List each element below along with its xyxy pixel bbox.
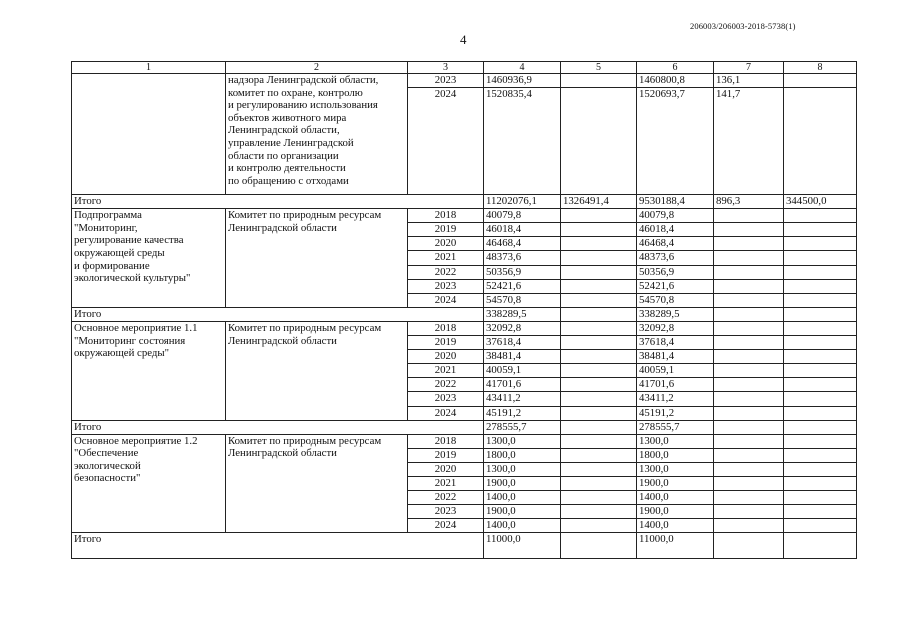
regional-cell: 278555,7: [637, 420, 714, 434]
total-cell: 45191,2: [484, 406, 561, 420]
local-cell: [714, 251, 784, 265]
table-row: [72, 209, 857, 223]
year-cell: 2022: [408, 265, 484, 279]
other-cell: [784, 251, 857, 265]
other-cell: [784, 420, 857, 434]
program-name-cell: [72, 209, 226, 308]
total-cell: 41701,6: [484, 378, 561, 392]
local-cell: [714, 293, 784, 307]
other-cell: [784, 279, 857, 293]
column-header: 4: [484, 62, 561, 74]
program-name-cell: [72, 434, 226, 533]
regional-cell: 1900,0: [637, 505, 714, 519]
federal-cell: [561, 476, 637, 490]
federal-cell: [561, 364, 637, 378]
local-cell: [714, 448, 784, 462]
column-header: 7: [714, 62, 784, 74]
federal-cell: [561, 209, 637, 223]
local-cell: [714, 406, 784, 420]
total-cell: 54570,8: [484, 293, 561, 307]
executor-text: Комитет по природным ресурсам Ленинградской области: [228, 209, 382, 234]
total-cell: 1400,0: [484, 491, 561, 505]
local-cell: [714, 491, 784, 505]
column-number-row: [72, 62, 857, 74]
program-name-cell: [72, 321, 226, 420]
total-cell: 1300,0: [484, 434, 561, 448]
other-cell: 344500,0: [784, 195, 857, 209]
regional-cell: 1400,0: [637, 519, 714, 533]
total-cell: 278555,7: [484, 420, 561, 434]
local-cell: [714, 420, 784, 434]
local-cell: [714, 350, 784, 364]
regional-cell: 46468,4: [637, 237, 714, 251]
federal-cell: [561, 420, 637, 434]
page-number: 4: [460, 32, 467, 47]
total-label: Итого: [72, 420, 484, 434]
year-cell: 2019: [408, 223, 484, 237]
federal-cell: [561, 378, 637, 392]
year-cell: 2024: [408, 406, 484, 420]
total-cell: 1900,0: [484, 505, 561, 519]
local-cell: [714, 505, 784, 519]
total-cell: 1900,0: [484, 476, 561, 490]
total-cell: 11202076,1: [484, 195, 561, 209]
other-cell: [784, 223, 857, 237]
year-cell: 2019: [408, 336, 484, 350]
other-cell: [784, 533, 857, 559]
regional-cell: 1400,0: [637, 491, 714, 505]
local-cell: 896,3: [714, 195, 784, 209]
executor-text: Комитет по природным ресурсам Ленинградской области: [228, 434, 382, 460]
local-cell: 136,1: [714, 74, 784, 88]
federal-cell: [561, 223, 637, 237]
other-cell: [784, 448, 857, 462]
local-cell: [714, 336, 784, 350]
other-cell: [784, 336, 857, 350]
local-cell: [714, 265, 784, 279]
federal-cell: [561, 519, 637, 533]
local-cell: [714, 364, 784, 378]
column-header: 8: [784, 62, 857, 74]
regional-cell: 37618,4: [637, 336, 714, 350]
other-cell: [784, 307, 857, 321]
regional-cell: 11000,0: [637, 533, 714, 559]
local-cell: [714, 223, 784, 237]
total-cell: 1520835,4: [484, 88, 561, 195]
federal-cell: [561, 293, 637, 307]
regional-cell: 46018,4: [637, 223, 714, 237]
year-cell: 2020: [408, 350, 484, 364]
regional-cell: 40079,8: [637, 209, 714, 223]
total-row: [72, 533, 857, 559]
regional-cell: 54570,8: [637, 293, 714, 307]
other-cell: [784, 321, 857, 335]
federal-cell: [561, 88, 637, 195]
program-name: Основное мероприятие 1.2 "Обеспечение экологической безопасности": [74, 434, 198, 485]
other-cell: [784, 265, 857, 279]
regional-cell: 1300,0: [637, 462, 714, 476]
federal-cell: [561, 533, 637, 559]
other-cell: [784, 392, 857, 406]
year-cell: 2023: [408, 279, 484, 293]
federal-cell: [561, 505, 637, 519]
local-cell: [714, 392, 784, 406]
regional-cell: 45191,2: [637, 406, 714, 420]
total-cell: 1400,0: [484, 519, 561, 533]
other-cell: [784, 491, 857, 505]
total-cell: 1460936,9: [484, 74, 561, 88]
total-cell: 52421,6: [484, 279, 561, 293]
federal-cell: 1326491,4: [561, 195, 637, 209]
federal-cell: [561, 491, 637, 505]
regional-cell: 338289,5: [637, 307, 714, 321]
year-cell: 2023: [408, 392, 484, 406]
federal-cell: [561, 350, 637, 364]
year-cell: 2018: [408, 209, 484, 223]
total-cell: 48373,6: [484, 251, 561, 265]
total-cell: 1800,0: [484, 448, 561, 462]
column-header: 3: [408, 62, 484, 74]
year-cell: 2022: [408, 491, 484, 505]
total-cell: 38481,4: [484, 350, 561, 364]
federal-cell: [561, 237, 637, 251]
regional-cell: 1800,0: [637, 448, 714, 462]
total-cell: 11000,0: [484, 533, 561, 559]
local-cell: [714, 462, 784, 476]
total-cell: 43411,2: [484, 392, 561, 406]
other-cell: [784, 237, 857, 251]
regional-cell: 43411,2: [637, 392, 714, 406]
year-cell: 2024: [408, 88, 484, 195]
program-name: Подпрограмма "Мониторинг, регулирование качества окружающей среды и формирование экологической культуры": [74, 209, 191, 285]
local-cell: 141,7: [714, 88, 784, 195]
total-row: [72, 307, 857, 321]
federal-cell: [561, 336, 637, 350]
total-cell: 46468,4: [484, 237, 561, 251]
other-cell: [784, 364, 857, 378]
regional-cell: 40059,1: [637, 364, 714, 378]
local-cell: [714, 476, 784, 490]
year-cell: 2024: [408, 293, 484, 307]
program-name-cell: [72, 74, 226, 195]
federal-cell: [561, 307, 637, 321]
federal-cell: [561, 321, 637, 335]
other-cell: [784, 74, 857, 88]
other-cell: [784, 434, 857, 448]
federal-cell: [561, 434, 637, 448]
column-header: 2: [226, 62, 408, 74]
year-cell: 2024: [408, 519, 484, 533]
regional-cell: 50356,9: [637, 265, 714, 279]
budget-table: [71, 61, 857, 559]
year-cell: 2018: [408, 321, 484, 335]
regional-cell: 52421,6: [637, 279, 714, 293]
other-cell: [784, 476, 857, 490]
total-cell: 50356,9: [484, 265, 561, 279]
regional-cell: 1300,0: [637, 434, 714, 448]
column-header: 5: [561, 62, 637, 74]
document-id: 206003/206003-2018-5738(1): [690, 21, 796, 31]
total-label: Итого: [72, 307, 484, 321]
local-cell: [714, 237, 784, 251]
executor-text: надзора Ленинградской области, комитет по охране, контролю и регулированию использования объектов животного мира Ленинградской области, управление Ленинградской области по организации и контролю деятельности по обращению с отходами: [228, 74, 379, 187]
regional-cell: 1460800,8: [637, 74, 714, 88]
year-cell: 2021: [408, 476, 484, 490]
year-cell: 2018: [408, 434, 484, 448]
year-cell: 2023: [408, 505, 484, 519]
total-row: [72, 420, 857, 434]
total-cell: 1300,0: [484, 462, 561, 476]
local-cell: [714, 209, 784, 223]
year-cell: 2020: [408, 237, 484, 251]
executor-cell: [226, 321, 408, 420]
table-row: [72, 321, 857, 335]
total-cell: 46018,4: [484, 223, 561, 237]
local-cell: [714, 533, 784, 559]
regional-cell: 32092,8: [637, 321, 714, 335]
executor-cell: [226, 74, 408, 195]
other-cell: [784, 350, 857, 364]
total-label: Итого: [72, 195, 484, 209]
year-cell: 2019: [408, 448, 484, 462]
other-cell: [784, 88, 857, 195]
year-cell: 2021: [408, 364, 484, 378]
program-name: Основное мероприятие 1.1 "Мониторинг состояния окружающей среды": [74, 321, 198, 360]
total-row: [72, 195, 857, 209]
other-cell: [784, 505, 857, 519]
total-cell: 32092,8: [484, 321, 561, 335]
regional-cell: 38481,4: [637, 350, 714, 364]
year-cell: 2021: [408, 251, 484, 265]
regional-cell: 9530188,4: [637, 195, 714, 209]
federal-cell: [561, 406, 637, 420]
executor-text: Комитет по природным ресурсам Ленинградской области: [228, 321, 382, 347]
regional-cell: 1520693,7: [637, 88, 714, 195]
local-cell: [714, 307, 784, 321]
table-row: [72, 434, 857, 448]
other-cell: [784, 519, 857, 533]
other-cell: [784, 293, 857, 307]
column-header: 6: [637, 62, 714, 74]
local-cell: [714, 378, 784, 392]
year-cell: 2023: [408, 74, 484, 88]
local-cell: [714, 279, 784, 293]
federal-cell: [561, 265, 637, 279]
total-cell: 40059,1: [484, 364, 561, 378]
other-cell: [784, 378, 857, 392]
regional-cell: 1900,0: [637, 476, 714, 490]
total-cell: 37618,4: [484, 336, 561, 350]
federal-cell: [561, 251, 637, 265]
local-cell: [714, 519, 784, 533]
total-cell: 40079,8: [484, 209, 561, 223]
total-cell: 338289,5: [484, 307, 561, 321]
table-row: [72, 74, 857, 88]
federal-cell: [561, 448, 637, 462]
regional-cell: 48373,6: [637, 251, 714, 265]
local-cell: [714, 321, 784, 335]
local-cell: [714, 434, 784, 448]
federal-cell: [561, 279, 637, 293]
federal-cell: [561, 74, 637, 88]
executor-cell: [226, 434, 408, 533]
total-label: Итого: [72, 533, 484, 559]
other-cell: [784, 209, 857, 223]
federal-cell: [561, 462, 637, 476]
regional-cell: 41701,6: [637, 378, 714, 392]
other-cell: [784, 462, 857, 476]
executor-cell: [226, 209, 408, 308]
federal-cell: [561, 392, 637, 406]
year-cell: 2020: [408, 462, 484, 476]
other-cell: [784, 406, 857, 420]
column-header: 1: [72, 62, 226, 74]
year-cell: 2022: [408, 378, 484, 392]
